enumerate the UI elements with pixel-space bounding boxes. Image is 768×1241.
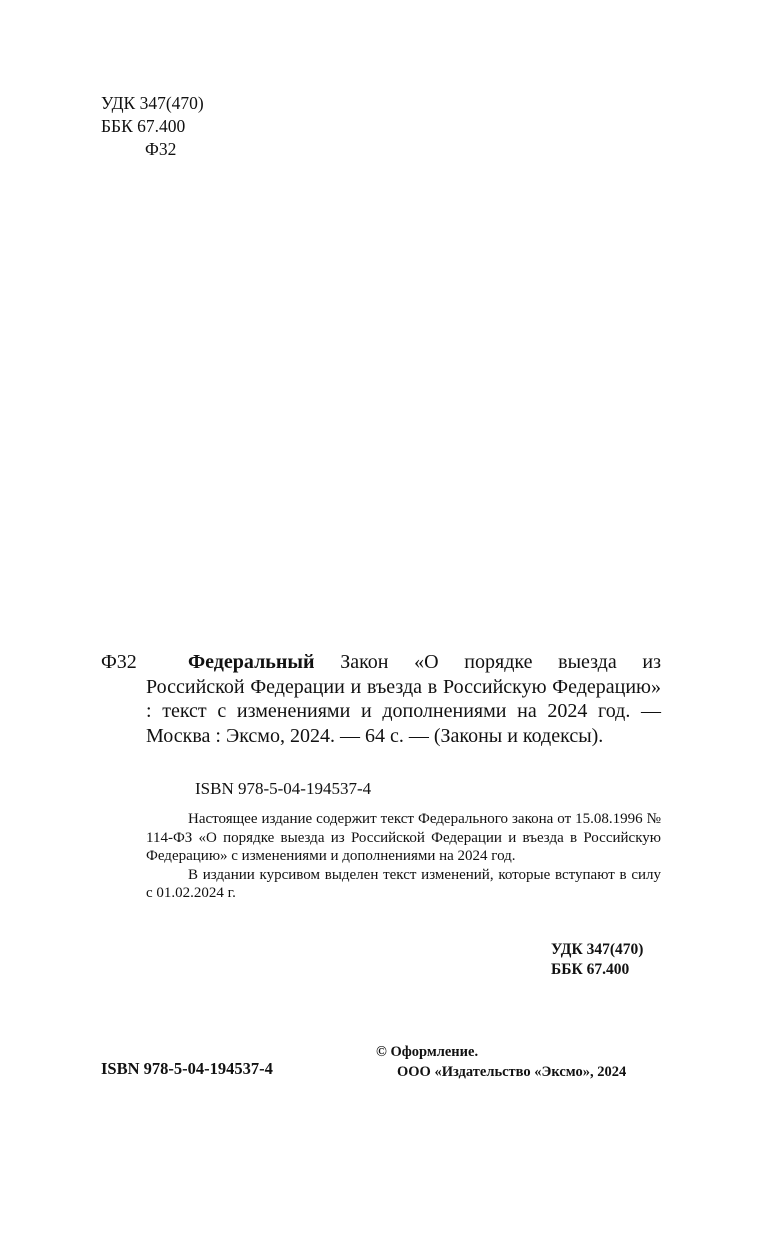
annotation-paragraph-2: В издании курсивом выделен текст изменений, которые вступают в силу с 01.02.2024 г. bbox=[146, 866, 661, 901]
bibliographic-entry bbox=[146, 650, 661, 748]
copyright-line-1: © Оформление. bbox=[376, 1044, 479, 1060]
entry-body: Закон «О порядке выезда из Российской Федерации и въезда в Российскую Федерацию» : текст с изменениями и дополнениями на 2024 год. — Москва : Эксмо, 2024. — 64 с. — (Законы и кодексы). bbox=[146, 651, 661, 747]
isbn-bottom: ISBN 978-5-04-194537-4 bbox=[101, 1059, 273, 1078]
annotation bbox=[146, 810, 661, 903]
udk-code-bottom: УДК 347(470) bbox=[551, 941, 644, 958]
author-mark: Ф32 bbox=[145, 139, 177, 159]
udk-code: УДК 347(470) bbox=[101, 93, 204, 113]
entry-bold-lead: Федеральный bbox=[188, 651, 315, 673]
entry-author-mark: Ф32 bbox=[101, 651, 137, 673]
copyright-line-2: ООО «Издательство «Эксмо», 2024 bbox=[397, 1064, 627, 1080]
bbk-code: ББК 67.400 bbox=[101, 116, 186, 136]
bbk-code-bottom: ББК 67.400 bbox=[551, 961, 630, 978]
copyright-block bbox=[376, 1042, 626, 1082]
classification-codes-bottom bbox=[551, 940, 643, 980]
classification-codes-top bbox=[101, 92, 204, 161]
annotation-paragraph-1: Настоящее издание содержит текст Федерального закона от 15.08.1996 № 114-ФЗ «О порядке выезда из Российской Федерации и въезда в Российскую Федерацию» с изменениями и дополнениями на 2024 год. bbox=[146, 811, 661, 864]
isbn-line: ISBN 978-5-04-194537-4 bbox=[195, 779, 372, 798]
